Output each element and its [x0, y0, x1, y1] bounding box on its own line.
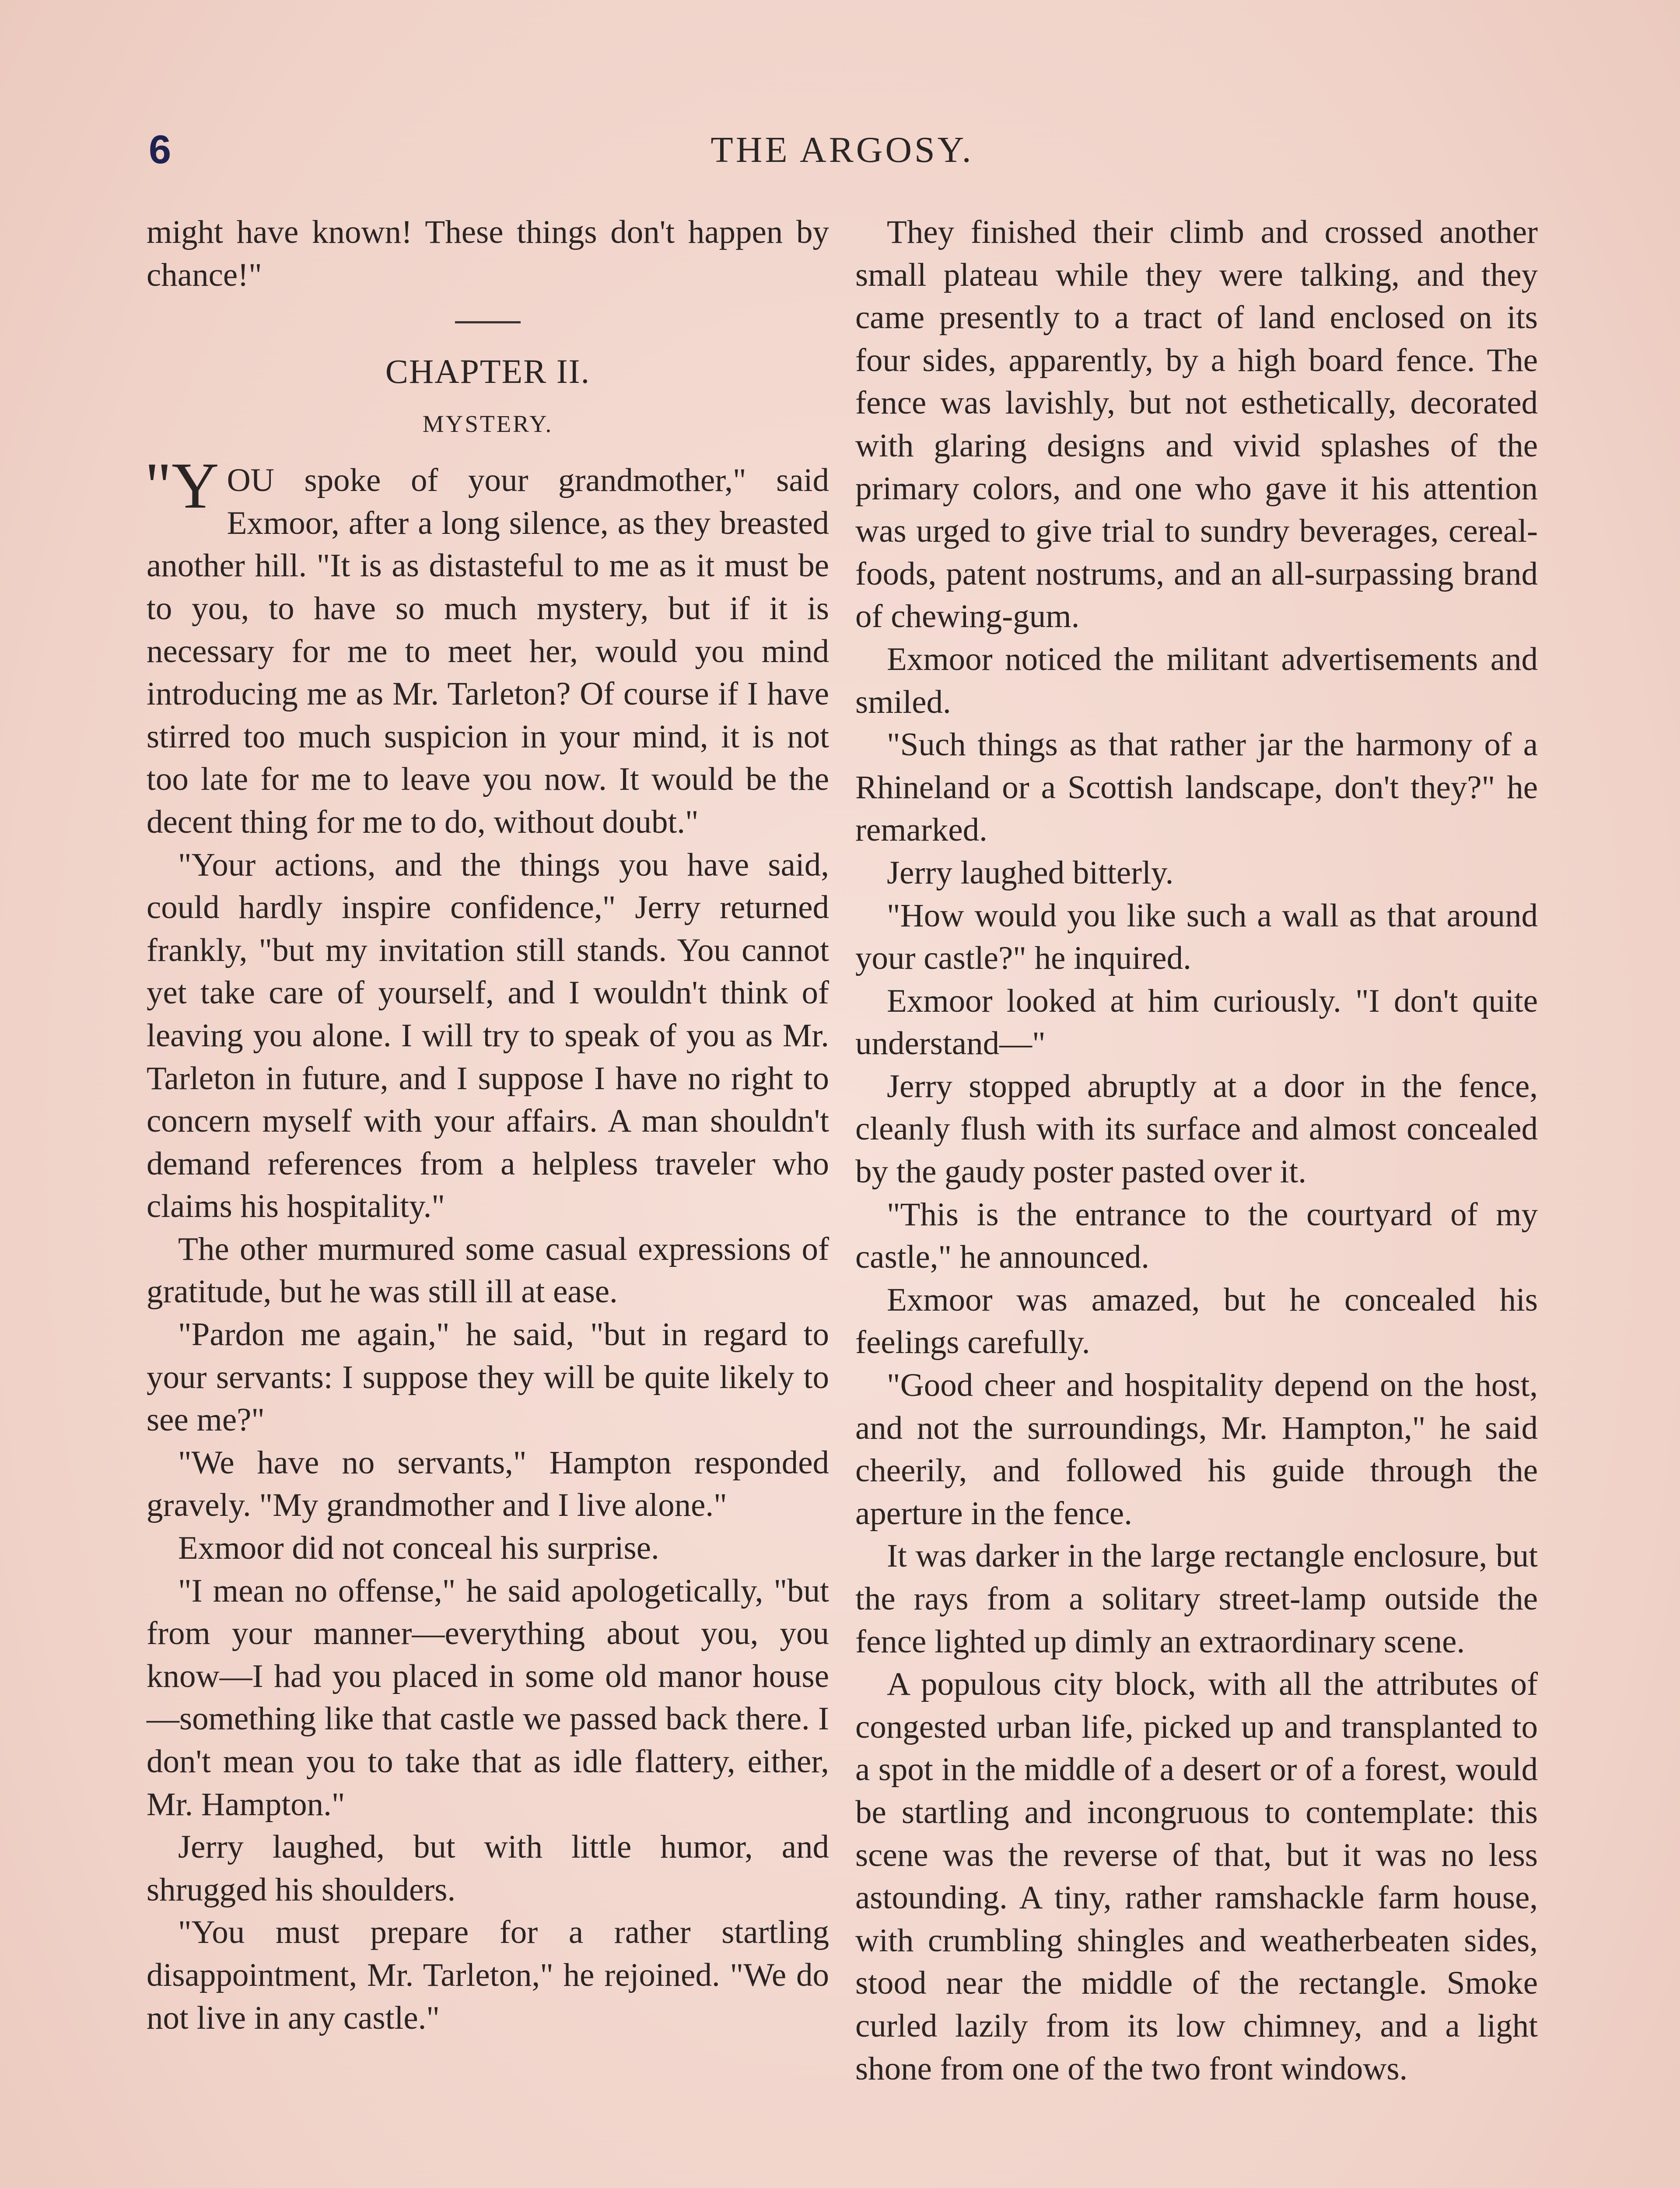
paragraph: Exmoor was amazed, but he concealed his feelings carefully.: [855, 1281, 1538, 1361]
drop-cap: "Y: [145, 449, 219, 522]
paragraph: Exmoor did not conceal his surprise.: [178, 1530, 659, 1567]
chapter-subtitle: MYSTERY.: [422, 410, 553, 438]
paragraph: "Pardon me again," he said, "but in regard to your servants: I suppose they will be quite likely to see me?": [147, 1316, 829, 1438]
paragraph: "How would you like such a wall as that around your castle?" he inquired.: [855, 897, 1538, 977]
journal-title: THE ARGOSY.: [710, 130, 974, 170]
paragraph: The other murmured some casual expressions of gratitude, but he was still ill at ease.: [147, 1231, 829, 1310]
paragraph: They finished their climb and crossed another small plateau while they were talking, and they came presently to a tract of land enclosed on its four sides, apparently, by a high board fence. The fence was lavishly, but not esthetically, decorated with glaring designs and vivid splashes of the primary colors, and one who gave it his attention was urged to give trial to sundry beverages, cereal-foods, patent nostrums, and an all-surpassing brand of chewing-gum.: [855, 214, 1538, 635]
paragraph: "Your actions, and the things you have said, could hardly inspire confidence," Jerry returned frankly, "but my invitation still stands. You cannot yet take care of yourself, and I wouldn't think of leaving you alone. I will try to speak of you as Mr. Tarleton in future, and I suppose I have no right to concern myself with your affairs. A man shouldn't demand references from a helpless traveler who claims his hospitality.": [147, 846, 829, 1225]
paragraph: "Good cheer and hospitality depend on the host, and not the surroundings, Mr. Hampton," he said cheerily, and followed his guide through the aperture in the fence.: [855, 1367, 1538, 1532]
opening-text: OU spoke of your grandmother," said Exmoor, after a long silence, as they breasted another hill. "It is as distasteful to me as it must be to you, to have so much mystery, but if it is necessary for me to meet her, would you mind introducing me as Mr. Tarleton? Of course if I have stirred too much suspicion in your mind, it is not too late for me to leave you now. It would be the decent thing for me to do, without doubt.": [147, 462, 829, 840]
paragraph: Jerry laughed, but with little humor, and shrugged his shoulders.: [147, 1829, 829, 1908]
paragraph: "This is the entrance to the courtyard of my castle," he announced.: [855, 1196, 1538, 1276]
paragraph: It was darker in the large rectangle enclosure, but the rays from a solitary street-lamp outside the fence lighted up dimly an extraordinary scene.: [855, 1538, 1538, 1660]
running-head: [144, 127, 1540, 175]
paragraph: Jerry laughed bitterly.: [887, 854, 1174, 891]
chapter-opening-paragraph: [145, 449, 829, 843]
page-number: 6: [149, 127, 172, 172]
section-divider: [455, 321, 521, 323]
left-column: [147, 211, 829, 2039]
paragraph: "I mean no offense," he said apologetically, "but from your manner—everything about you, you know—I had you placed in some old manor house—something like that castle we passed back there. I don't mean you to take that as idle flattery, either, Mr. Hampton.": [147, 1572, 829, 1823]
paragraph: Jerry stopped abruptly at a door in the fence, cleanly flush with its surface and almost concealed by the gaudy poster pasted over it.: [855, 1068, 1538, 1190]
paragraph: "We have no servants," Hampton responded gravely. "My grandmother and I live alone.": [147, 1444, 829, 1524]
paragraph: "Such things as that rather jar the harmony of a Rhineland or a Scottish landscape, don't they?" he remarked.: [855, 726, 1538, 849]
continuation-paragraph: might have known! These things don't happen by chance!": [147, 214, 829, 293]
paragraph: A populous city block, with all the attributes of congested urban life, picked up and transplanted to a spot in the middle of a desert or of a forest, would be startling and incongruous to contemplate: this scene was the reverse of that, but it was no less astounding. A tiny, rather ramshackle farm house, with crumbling shingles and weatherbeaten sides, stood near the middle of the rectangle. Smoke curled lazily from its low chimney, and a light shone from one of the two front windows.: [855, 1666, 1538, 2087]
right-column: [855, 211, 1538, 2090]
paragraph: Exmoor noticed the militant advertisements and smiled.: [855, 641, 1538, 720]
chapter-heading: CHAPTER II.: [385, 352, 591, 391]
paragraph: Exmoor looked at him curiously. "I don't quite understand—": [855, 982, 1538, 1062]
paragraph: "You must prepare for a rather startling disappointment, Mr. Tarleton," he rejoined. "We do not live in any castle.": [147, 1914, 829, 2036]
